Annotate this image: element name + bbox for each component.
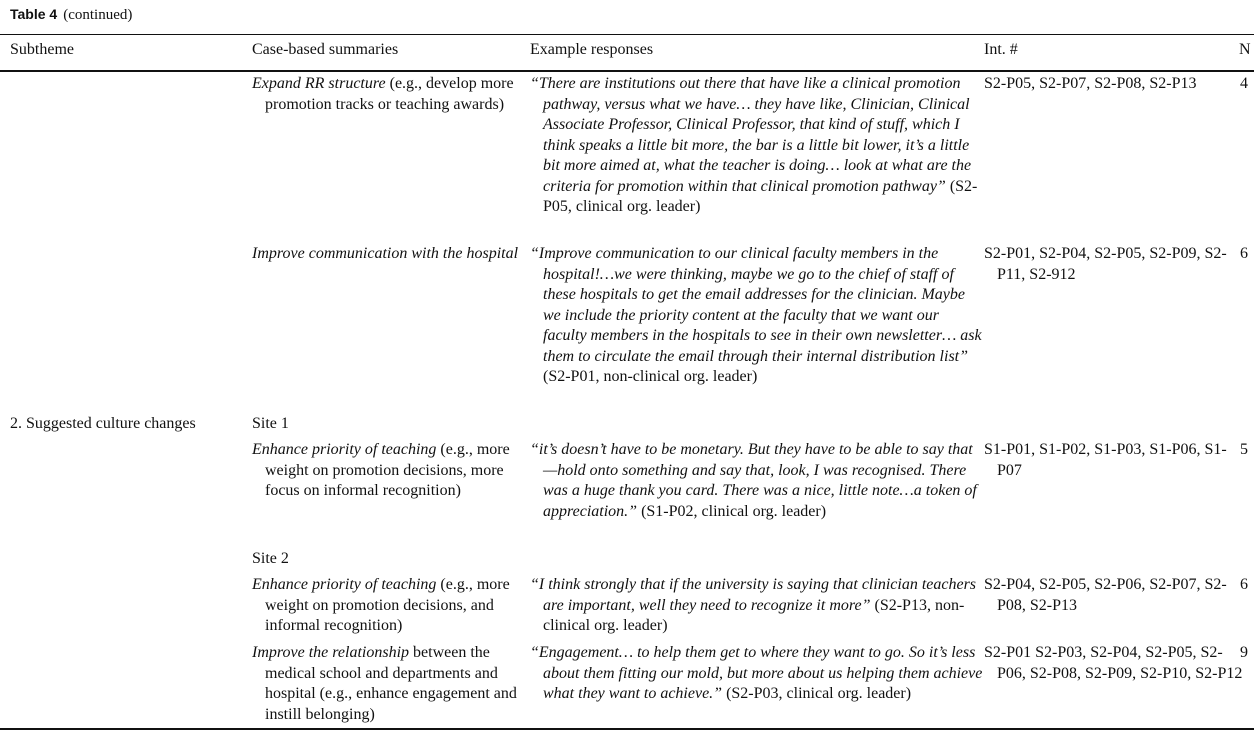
site-label: Site 2	[252, 550, 289, 567]
summary-emphasis: Enhance priority of teaching	[252, 441, 437, 458]
count-n: 5	[1240, 441, 1248, 458]
summary-emphasis: Enhance priority of teaching	[252, 576, 437, 593]
header-interviews: Int. #	[984, 41, 1018, 58]
summary-emphasis: Improve the relationship	[252, 644, 410, 661]
header-subtheme: Subtheme	[10, 41, 74, 58]
summary-emphasis: Improve communication with the hospital	[252, 245, 519, 262]
count-n: 9	[1240, 644, 1248, 661]
response-source: (S2-P01, non-clinical org. leader)	[543, 368, 758, 385]
response-source: (S2-P05, clinical org. leader)	[543, 177, 978, 215]
summary-cell	[252, 74, 537, 115]
interview-ids: S2-P01, S2-P04, S2-P05, S2-P09, S2-P11, S2-912	[984, 245, 1227, 283]
interview-ids: S1-P01, S1-P02, S1-P03, S1-P06, S1-P07	[984, 441, 1227, 479]
interview-ids: S2-P05, S2-P07, S2-P08, S2-P13	[984, 75, 1197, 92]
response-cell	[530, 440, 985, 522]
summary-cell	[252, 244, 537, 265]
response-source: (S2-P13, non-clinical org. leader)	[543, 596, 965, 634]
table-label: Table 4	[10, 6, 58, 22]
response-quote: “There are institutions out there that have like a clinical promotion pathway, versus what we have… they have like, Clinician, Clinical Associate Professor, Clinical Professor, that kind of stuff, which I think speaks a little bit more, the bar is a little bit lower, it’s a little bit more aimed at, what the teacher is doing… look at what are the criteria for promotion within that clinical promotion pathway”	[530, 75, 972, 195]
summary-cell	[252, 440, 527, 502]
response-quote: “Improve communication to our clinical faculty members in the hospital!…we were thinking, maybe we go to the chief of staff of these hospitals to get the email addresses for the clinician. Maybe we include the priority content at the faculty that we want our faculty members in the hospitals to see in their own newsletter… ask them to circulate the email through their internal distribution list”	[530, 245, 982, 365]
table-caption	[10, 6, 132, 24]
header-responses: Example responses	[530, 41, 654, 58]
bottom-rule	[0, 728, 1254, 730]
interview-ids: S2-P04, S2-P05, S2-P06, S2-P07, S2-P08, S2-P13	[984, 576, 1227, 614]
response-cell	[530, 643, 985, 705]
header-summaries: Case-based summaries	[252, 41, 399, 58]
header-n: N	[1239, 41, 1251, 58]
interview-ids: S2-P01 S2-P03, S2-P04, S2-P05, S2-P06, S2-P08, S2-P09, S2-P10, S2-P12	[984, 644, 1243, 682]
count-n: 6	[1240, 576, 1248, 593]
header-rule	[0, 70, 1254, 72]
summary-cell	[252, 575, 527, 637]
response-quote: “I think strongly that if the university is saying that clinician teachers are important, well they need to recognize it more”	[530, 576, 977, 614]
summary-cell	[252, 643, 535, 725]
top-rule	[0, 34, 1254, 35]
response-cell	[530, 575, 983, 637]
response-quote: “Engagement… to help them get to where they want to go. So it’s less about them fitting our mold, but more about us helping them achieve what they want to achieve.”	[530, 644, 983, 702]
site-label: Site 1	[252, 415, 289, 432]
subtheme-label: 2. Suggested culture changes	[10, 415, 196, 432]
response-cell	[530, 244, 983, 388]
summary-emphasis: Expand RR structure	[252, 75, 386, 92]
response-cell	[530, 74, 985, 218]
count-n: 6	[1240, 245, 1248, 262]
response-source: (S1-P02, clinical org. leader)	[637, 502, 827, 520]
summary-detail: (e.g., more weight on promotion decisions, more focus on informal recognition)	[265, 441, 510, 499]
count-n: 4	[1240, 75, 1248, 92]
response-source: (S2-P03, clinical org. leader)	[722, 685, 912, 702]
summary-detail: (e.g., develop more promotion tracks or teaching awards)	[265, 75, 514, 113]
response-quote: “it’s doesn’t have to be monetary. But they have to be able to say that—hold onto something and say that, look, I was recognised. There was a huge thank you card. There was a nice, little note…a token of appreciation.”	[530, 441, 977, 520]
summary-detail: between the medical school and departments and hospital (e.g., enhance engagement and instill belonging)	[265, 644, 517, 723]
table-continued-note: (continued)	[63, 7, 133, 23]
summary-detail: (e.g., more weight on promotion decisions, and informal recognition)	[265, 576, 510, 634]
